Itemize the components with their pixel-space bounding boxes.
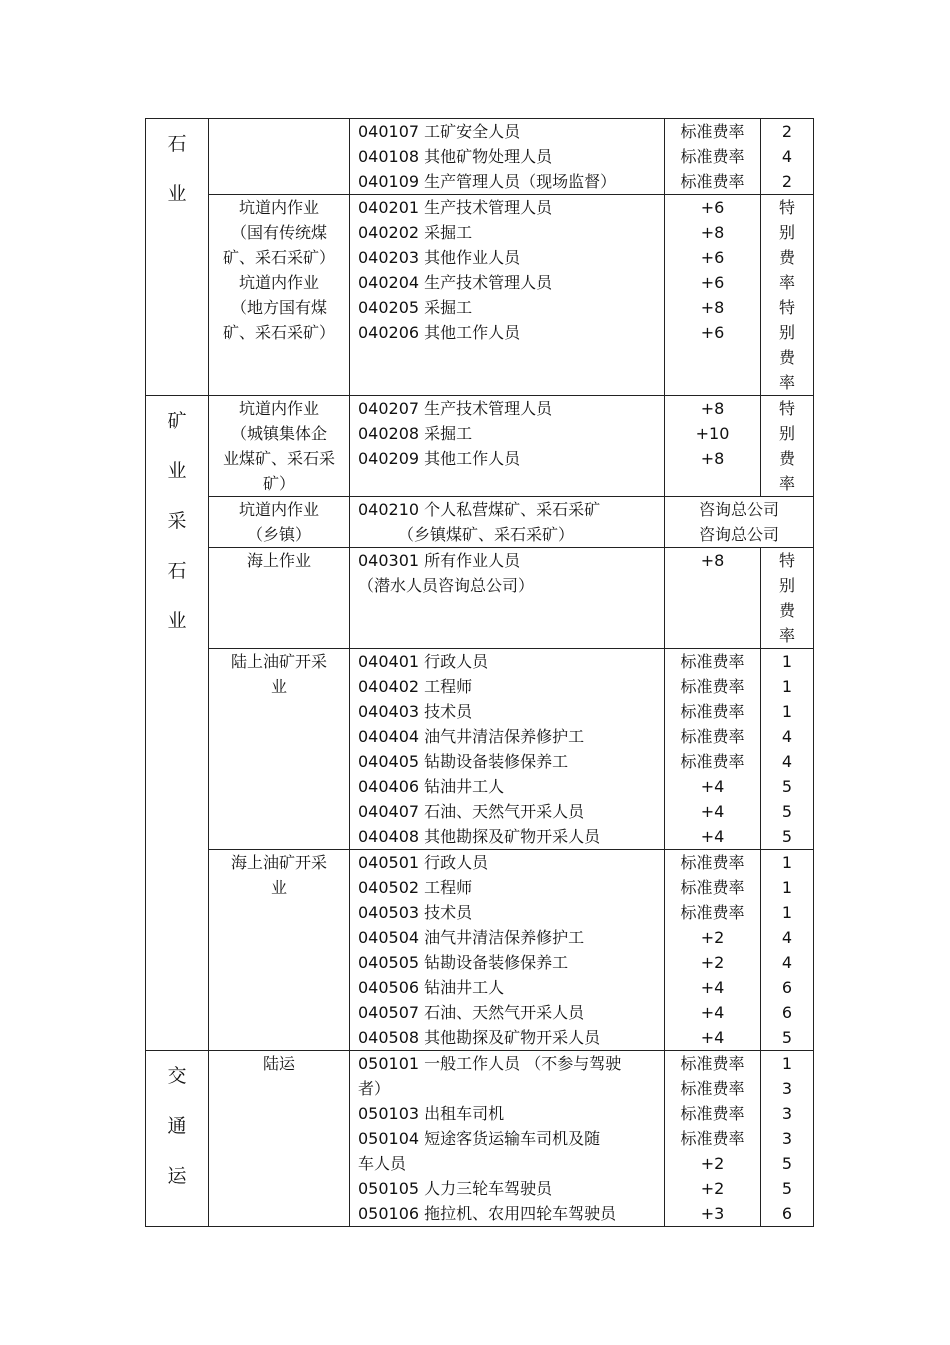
rate-table [145,118,814,1227]
occupation-code: 040206 [358,323,420,342]
level-value: 1 [781,652,793,671]
level-value: 2 [781,122,793,141]
subcategory-line: 陆上油矿开采 [230,652,327,671]
occupation-name: 其他工作人员 [424,323,521,342]
occupation-code: 040405 [358,752,420,771]
occupation-name: 采掘工 [424,424,473,443]
occupation-line: 050101 一般工作人员 （不参与驾驶 [358,1054,622,1073]
occupation-code: 040504 [358,928,420,947]
occupation-code: 040207 [358,399,420,418]
level-value: 5 [781,1179,793,1198]
occupation-code: 040505 [358,953,420,972]
table-row [146,119,814,195]
rate-value: +4 [700,827,725,846]
level-cell [761,1051,814,1227]
subcategory-cell [209,497,350,548]
occupation-line [358,824,664,849]
level-char: 别 [778,223,795,242]
occupation-note: （潜水人员咨询总公司） [358,576,535,595]
level-char: 率 [778,626,795,645]
occupation-line: 050103 出租车司机 [358,1104,505,1123]
occupation-name: 油气井清洁保养修护工 [424,727,585,746]
subcategory-line: （乡镇） [246,525,311,544]
level-char: 特 [778,399,795,418]
rate-value: +4 [700,1003,725,1022]
occupation-name: 采掘工 [424,223,473,242]
rate-value: 咨询总公司 [698,525,779,544]
occupation-name: 技术员 [424,903,473,922]
occupation-line [358,875,664,900]
occupation-name: 生产技术管理人员 [424,198,553,217]
category-char: 石 [167,560,187,582]
occupation-line: 车人员 [358,1154,407,1173]
category-cell [146,396,209,1051]
rate-value: +6 [700,323,725,342]
occupation-code: 040506 [358,978,420,997]
occupation-line [358,119,664,144]
table-row [146,548,814,649]
occupation-cell [350,548,665,649]
subcategory-line: 矿、采石采矿） [222,323,335,342]
subcategory-cell [209,119,350,195]
rate-value: 咨询总公司 [698,500,779,519]
rate-value: +8 [700,399,725,418]
occupation-line [358,774,664,799]
occupation-cell [350,1051,665,1227]
occupation-code: 040202 [358,223,420,242]
occupation-name: 钻勘设备装修保养工 [424,953,569,972]
rate-value: 标准费率 [680,727,745,746]
category-cell [146,119,209,396]
rate-value: 标准费率 [680,1054,745,1073]
subcategory-line: （地方国有煤 [230,298,327,317]
occupation-code: 040210 [358,500,420,519]
subcategory-line: 坑道内作业 [238,500,319,519]
rate-value: +3 [700,1204,725,1223]
rate-value: 标准费率 [680,677,745,696]
occupation-code: 040508 [358,1028,420,1047]
level-char: 费 [778,248,795,267]
level-value: 2 [781,172,793,191]
occupation-cell [350,119,665,195]
occupation-line [358,144,664,169]
occupation-line [358,220,664,245]
occupation-code: 040404 [358,727,420,746]
level-value: 6 [781,1003,793,1022]
occupation-code: 040403 [358,702,420,721]
occupation-code: 040406 [358,777,420,796]
occupation-name: 工矿安全人员 [424,122,521,141]
rate-value: 标准费率 [680,172,745,191]
rate-value: +2 [700,953,725,972]
occupation-code: 040502 [358,878,420,897]
subcategory-line: （城镇集体企 [230,424,327,443]
subcategory-line: 海上作业 [246,551,311,570]
level-char: 特 [778,198,795,217]
level-cell [761,396,814,497]
level-value: 6 [781,1204,793,1223]
rate-value: +4 [700,802,725,821]
subcategory-line: 陆运 [262,1054,295,1073]
subcategory-cell [209,1051,350,1227]
occupation-code: 040501 [358,853,420,872]
occupation-name: 其他勘探及矿物开采人员 [424,1028,601,1047]
occupation-name: 钻勘设备装修保养工 [424,752,569,771]
occupation-code: 040408 [358,827,420,846]
level-char: 别 [778,576,795,595]
subcategory-cell [209,850,350,1051]
level-value: 5 [781,777,793,796]
rate-value: +10 [695,424,730,443]
level-char: 别 [778,424,795,443]
occupation-code: 040209 [358,449,420,468]
occupation-line [358,270,664,295]
occupation-line [358,245,664,270]
rate-value: 标准费率 [680,1079,745,1098]
occupation-line [358,649,664,674]
occupation-code: 040301 [358,551,420,570]
level-cell [761,649,814,850]
table-row [146,850,814,1051]
occupation-name: 个人私营煤矿、采石采矿 [424,500,601,519]
occupation-line [358,925,664,950]
occupation-name: 钻油井工人 [424,978,505,997]
level-char: 率 [778,273,795,292]
rate-value: +4 [700,978,725,997]
rate-value: +8 [700,551,725,570]
occupation-code: 040203 [358,248,420,267]
occupation-line [358,699,664,724]
rate-value: +2 [700,1154,725,1173]
rate-value: +2 [700,928,725,947]
rate-value: 标准费率 [680,652,745,671]
table-row [146,195,814,396]
rate-value: 标准费率 [680,903,745,922]
occupation-line: 者） [358,1079,391,1098]
occupation-name: 工程师 [424,677,473,696]
occupation-code: 040402 [358,677,420,696]
occupation-cell [350,850,665,1051]
occupation-cell [350,396,665,497]
occupation-line [358,1000,664,1025]
level-value: 1 [781,677,793,696]
rate-value: 标准费率 [680,147,745,166]
occupation-code: 040208 [358,424,420,443]
rate-value: +6 [700,198,725,217]
occupation-code: 040503 [358,903,420,922]
occupation-line [358,548,664,573]
occupation-code: 040109 [358,172,420,191]
level-char: 费 [778,449,795,468]
category-char: 业 [167,460,187,482]
occupation-name: 所有作业人员 [424,551,521,570]
rate-cell [665,195,761,396]
occupation-line [358,295,664,320]
rate-value: 标准费率 [680,1104,745,1123]
level-cell [761,195,814,396]
level-value: 1 [781,702,793,721]
occupation-line [358,900,664,925]
level-value: 4 [781,928,793,947]
occupation-line [358,724,664,749]
occupation-cell [350,195,665,396]
subcategory-line: 坑道内作业 [238,399,319,418]
category-char: 交 [167,1065,187,1087]
occupation-name: 其他勘探及矿物开采人员 [424,827,601,846]
subcategory-line: 矿） [262,474,295,493]
subcategory-cell [209,396,350,497]
category-char: 通 [167,1115,187,1137]
occupation-note: （乡镇煤矿、采石采矿） [398,525,575,544]
level-value: 3 [781,1129,793,1148]
occupation-name: 石油、天然气开采人员 [424,1003,585,1022]
table-row [146,649,814,850]
occupation-name: 行政人员 [424,652,489,671]
rate-value: +8 [700,449,725,468]
rate-value: 标准费率 [680,752,745,771]
level-char: 率 [778,474,795,493]
rate-value: 标准费率 [680,702,745,721]
subcategory-line: 海上油矿开采 [230,853,327,872]
occupation-code: 040407 [358,802,420,821]
occupation-line [358,850,664,875]
category-char: 石 [167,133,187,155]
occupation-name: 其他工作人员 [424,449,521,468]
level-value: 5 [781,802,793,821]
category-char: 业 [167,610,187,632]
subcategory-line: 业 [270,677,287,696]
occupation-line [358,320,664,345]
occupation-name: 采掘工 [424,298,473,317]
occupation-line [358,169,664,194]
subcategory-cell [209,649,350,850]
rate-value: +2 [700,1179,725,1198]
occupation-name: 行政人员 [424,853,489,872]
occupation-code: 040108 [358,147,420,166]
occupation-line [358,1025,664,1050]
level-char: 特 [778,298,795,317]
occupation-name: 其他作业人员 [424,248,521,267]
category-char: 业 [167,183,187,205]
occupation-line [358,446,664,471]
occupation-line [358,421,664,446]
rate-cell [665,119,761,195]
table-row [146,497,814,548]
occupation-code: 040401 [358,652,420,671]
rate-value: +6 [700,273,725,292]
rate-value: +4 [700,777,725,796]
occupation-name: 石油、天然气开采人员 [424,802,585,821]
occupation-cell [350,649,665,850]
level-value: 6 [781,978,793,997]
level-value: 4 [781,752,793,771]
level-value: 5 [781,1028,793,1047]
occupation-name: 生产技术管理人员 [424,273,553,292]
level-value: 1 [781,903,793,922]
level-cell [761,548,814,649]
level-cell [761,850,814,1051]
occupation-name: 技术员 [424,702,473,721]
subcategory-cell [209,195,350,396]
occupation-name: 钻油井工人 [424,777,505,796]
occupation-name: 生产技术管理人员 [424,399,553,418]
occupation-line [358,975,664,1000]
category-cell [146,1051,209,1227]
level-char: 别 [778,323,795,342]
occupation-code: 040507 [358,1003,420,1022]
category-char: 矿 [167,410,187,432]
level-value: 5 [781,827,793,846]
occupation-code: 040205 [358,298,420,317]
rate-value: 标准费率 [680,853,745,872]
rate-value: 标准费率 [680,878,745,897]
occupation-code: 040204 [358,273,420,292]
rate-value: +8 [700,298,725,317]
level-char: 费 [778,601,795,620]
subcategory-line: 坑道内作业 [238,273,319,292]
level-value: 1 [781,853,793,872]
level-char: 特 [778,551,795,570]
level-char: 费 [778,348,795,367]
rate-value: 标准费率 [680,1129,745,1148]
occupation-cell [350,497,665,548]
level-value: 3 [781,1104,793,1123]
occupation-code: 040201 [358,198,420,217]
table-row [146,1051,814,1227]
level-value: 4 [781,953,793,972]
rate-cell [665,548,761,649]
subcategory-line: （国有传统煤 [230,223,327,242]
occupation-line [358,396,664,421]
level-char: 率 [778,373,795,392]
subcategory-line: 业 [270,878,287,897]
level-value: 3 [781,1079,793,1098]
level-value: 5 [781,1154,793,1173]
occupation-name: 油气井清洁保养修护工 [424,928,585,947]
rate-cell [665,396,761,497]
subcategory-cell [209,548,350,649]
occupation-code: 040107 [358,122,420,141]
occupation-name: 其他矿物处理人员 [424,147,553,166]
category-char: 采 [167,510,187,532]
rate-value: +4 [700,1028,725,1047]
occupation-line [358,950,664,975]
rate-cell [665,649,761,850]
rate-value: 标准费率 [680,122,745,141]
level-value: 4 [781,727,793,746]
occupation-line [358,799,664,824]
rate-cell [665,850,761,1051]
level-value: 1 [781,1054,793,1073]
rate-cell [665,1051,761,1227]
category-char: 运 [167,1165,187,1187]
occupation-name: 生产管理人员（现场监督） [424,172,617,191]
level-value: 4 [781,147,793,166]
subcategory-line: 坑道内作业 [238,198,319,217]
occupation-line [358,749,664,774]
occupation-line: 050106 拖拉机、农用四轮车驾驶员 [358,1204,617,1223]
level-value: 1 [781,878,793,897]
occupation-line [358,195,664,220]
subcategory-line: 矿、采石采矿） [222,248,335,267]
occupation-name: 工程师 [424,878,473,897]
subcategory-line: 业煤矿、采石采 [222,449,335,468]
rate-cell [665,497,814,548]
level-cell [761,119,814,195]
occupation-line [358,674,664,699]
occupation-line [358,497,664,522]
rate-value: +6 [700,248,725,267]
table-row [146,396,814,497]
rate-value: +8 [700,223,725,242]
occupation-line: 050104 短途客货运输车司机及随 [358,1129,601,1148]
occupation-line: 050105 人力三轮车驾驶员 [358,1179,553,1198]
